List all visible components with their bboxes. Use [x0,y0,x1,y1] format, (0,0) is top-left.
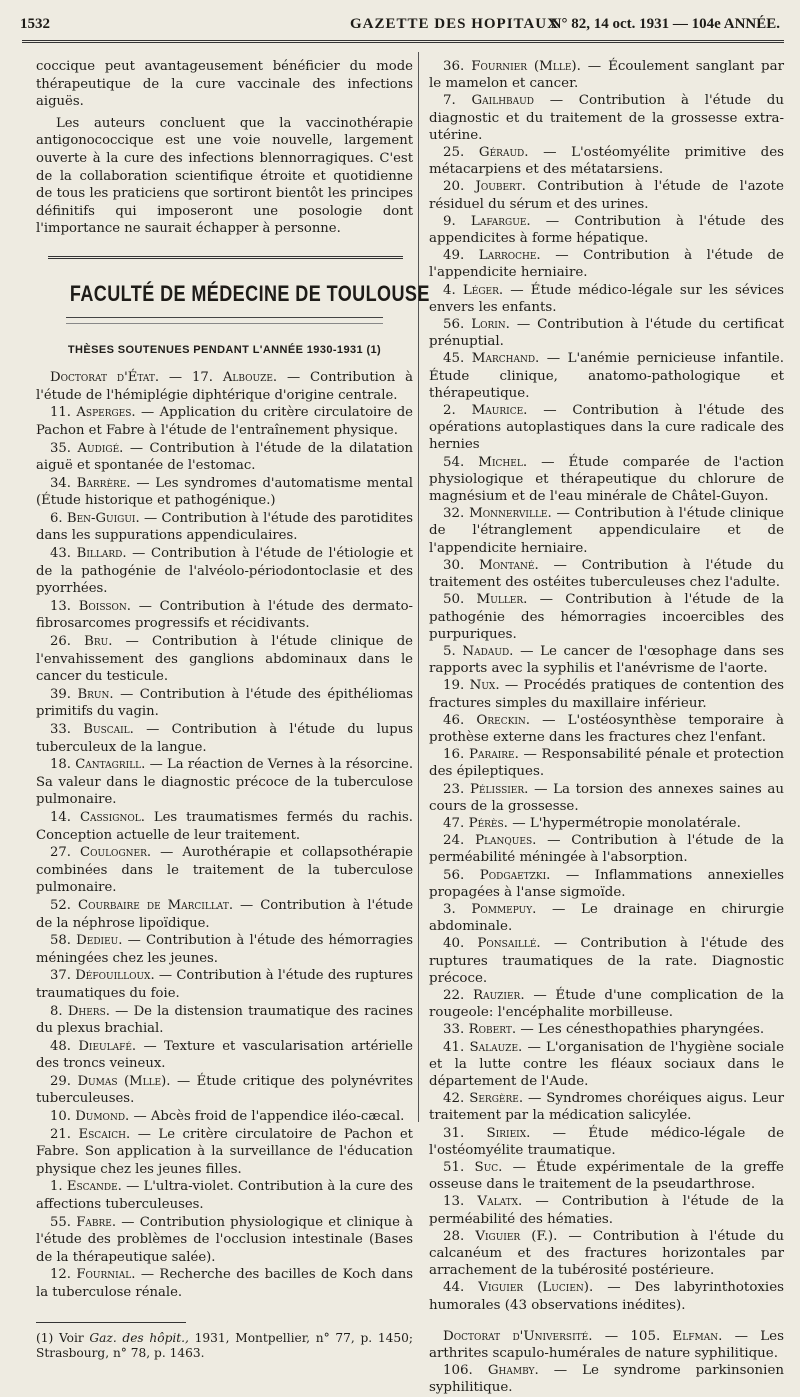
entry-text: — Contribution à l'étude du traitement des ostéites tuberculeuses chez l'adulte. [429,557,784,591]
entry-author: Barrère. [76,475,131,491]
list-item [36,1266,413,1301]
entry-number: 30. [443,557,465,573]
entry-number: 7. [443,93,456,109]
section-rule [48,256,403,259]
entry-number: 43. [50,546,71,562]
entry-number: 29. [50,1073,71,1089]
entry-number: 10. [50,1109,71,1125]
entry-author: Dumond. [75,1109,130,1125]
entry-text: — Syndromes choréiques aigus. Leur traitement par la médication salicylée. [429,1091,784,1124]
thesis-list-right [429,58,784,1314]
list-item [36,1003,413,1038]
section-subtitle: THÈSES SOUTENUES PENDANT L'ANNÉE 1930-1931 (1) [67,343,382,356]
entry-number: 52. [50,897,71,913]
entry-number: 32. [443,506,465,522]
entry-author: Ghamby. [487,1363,539,1379]
list-item [429,1021,784,1038]
entry-text: — Les cénesthopathies pharyngées. [520,1022,765,1038]
entry-number: 5. [443,643,456,659]
entry-text: — La torsion des annexes saines au cours de la grossesse. [429,781,784,814]
list-item [429,505,784,557]
entry-number: 1. [50,1179,63,1195]
entry-number: 40. [443,936,465,952]
entry-text: — L'ostéosynthèse temporaire à prothèse externe dans les fractures chez l'enfant. [429,712,785,745]
entry-number: 2. [443,403,456,419]
entry-text: — Contribution à l'étude des ruptures traumatiques du foie. [36,968,413,1001]
entry-number: 17. [191,370,213,386]
list-item [429,557,784,591]
list-item [429,282,784,316]
entry-author: Buscail. [83,722,134,737]
entry-number: 58. [50,933,71,949]
entry-text: — Contribution à l'étude du calcanéum et des fractures horizontales par arrachement de la tubérosité postérieure. [429,1228,784,1279]
entry-author: Pérès. [468,815,508,831]
entry-number: 9. [443,213,456,229]
list-item [36,721,413,756]
entry-text: — Contribution à l'étude de la dilatation aiguë et spontanée de l'estomac. [36,440,414,474]
entry-text: — Responsabilité pénale et protection des épileptiques. [429,747,784,780]
list-item [36,440,413,475]
entry-author: Viguier (F.). [475,1228,558,1244]
list-item [429,454,784,506]
entry-text: — Contribution à l'étude de la pathogénie des hémorragies incoercibles des purpuriques. [429,592,784,642]
doctorat-universite [429,1328,784,1362]
entry-author: Brun. [77,686,114,702]
list-item [36,756,413,809]
entry-number: 106. [443,1363,473,1379]
entry-number: 44. [443,1280,465,1296]
entry-author: Coulogner. [80,845,152,861]
entry-author: Nux. [469,678,500,694]
list-item [429,58,784,92]
entry-text: — Contribution à l'étude de la perméabilité des hématies. [429,1194,785,1227]
entry-author: Courbaire de Marcillat. [78,897,234,913]
entry-text: — Abcès froid de l'appendice iléo-cæcal. [133,1109,405,1125]
list-item [429,935,784,987]
list-item [36,1073,413,1108]
footnote-ref: Gaz. des hôpit., [89,1330,189,1345]
entry-number: 48. [50,1038,71,1054]
section-rule [66,323,383,324]
doctorat-label: Doctorat d'État. [50,370,160,386]
list-item [36,1178,413,1213]
list-item [429,901,784,935]
entry-text: — L'ostéomyélite primitive des métacarpiens et des métatarsiens. [429,145,784,178]
footnote [36,1331,413,1361]
list-item [36,1108,413,1126]
entry-text: — Écoulement sanglant par le mamelon et cancer. [429,59,784,92]
entry-number: 39. [50,686,71,702]
entry-author: Pommepuy. [471,901,537,917]
entry-author: Fournial. [76,1267,136,1283]
entry-text: — Étude d'une complication de la rougeole: l'encéphalite morbilleuse. [429,987,784,1021]
entry-author: Nadaud. [462,643,514,659]
list-item [429,1039,784,1091]
entry-author: Suc. [474,1160,503,1175]
entry-text: — Contribution à l'étude des parotidites dans les suppurations appendiculaires. [36,510,413,544]
column-divider [418,52,419,1122]
list-item [36,404,413,439]
list-item [429,1125,784,1159]
entry-text: — Contribution à l'étude du certificat prénuptial. [429,317,784,350]
entry-number: 19. [443,678,465,694]
entry-text: — Étude expérimentale de la greffe osseuse dans le traitement de la pseudarthrose. [429,1160,784,1193]
entry-text: — L'organisation de l'hygiène sociale et la lutte contre les fléaux sociaux dans le département de l'Aude. [429,1039,784,1089]
entry-author: Maurice. [471,403,528,419]
entry-author: Asperges. [76,405,136,421]
entry-text: — Contribution à l'étude de la néphrose lipoïdique. [36,897,414,931]
entry-author: Salauze. [469,1039,523,1055]
list-item [429,1159,784,1193]
entry-number: 23. [443,781,465,797]
entry-author: Paraire. [468,747,519,763]
entry-text: — Étude médico-légale sur les sévices envers les enfants. [429,282,784,315]
list-item [429,643,784,677]
list-item [429,987,784,1021]
entry-number: 33. [50,722,71,737]
entry-number: 56. [443,317,465,333]
list-item [429,316,784,350]
entry-text: — L'anémie pernicieuse infantile. Étude clinique, anatomo-pathologique et thérapeutique. [429,351,784,401]
list-item [429,677,784,711]
entry-number: 56. [443,867,465,883]
list-item [429,1279,784,1313]
entry-author: Pélissier. [469,781,529,797]
entry-number: 46. [443,712,465,728]
entry-author: Cantagrill. [75,757,146,773]
entry-author: Sergère. [469,1091,524,1107]
entry-author: Oreckin. [476,712,531,728]
section-title: FACULTÉ DE MÉDECINE DE TOULOUSE [69,280,430,306]
list-item [429,832,784,866]
entry-author: Larroche. [478,248,541,264]
entry-author: Dumas (Mlle). [77,1073,171,1089]
entry-text: — Texture et vascularisation artérielle des troncs veineux. [36,1038,413,1072]
entry-text: — L'hypermétropie monolatérale. [512,815,741,831]
entry-author: Défouilloux. [75,968,155,984]
entry-number: 31. [443,1125,465,1141]
entry-text: — Contribution à l'étude clinique de l'envahissement des ganglions abdominaux dans le cancer du testicule. [36,634,413,685]
list-item [429,1193,784,1227]
entry-number: 37. [50,968,71,984]
entry-author: Robert. [468,1022,517,1038]
list-item [429,144,784,178]
entry-number: 45. [443,351,465,367]
entry-author: Sirieix. [486,1125,531,1141]
entry-author: Lorin. [471,317,510,333]
entry-number: 14. [50,809,71,825]
intro-paragraph: coccique peut avantageusement bénéficier du mode thérapeutique de la cure vaccinale des infections aiguës. [36,59,413,110]
entry-number: 24. [443,833,465,849]
list-item [36,844,413,897]
issue-info: N° 82, 14 oct. 1931 — 104e ANNÉE. [550,16,780,32]
list-item [429,746,784,780]
entry-text: — Contribution à l'étude clinique de l'étranglement appendiculaire et de l'appendicite herniaire. [429,506,784,556]
list-item [429,350,784,402]
list-item [429,178,784,212]
footnote-text: 1931, Montpellier, n° 77, p. 1450; Strasbourg, n° 78, p. 1463. [36,1330,413,1360]
list-item [36,1214,413,1267]
entry-author: Fabre. [76,1214,117,1230]
entry-number: 20. [443,179,465,195]
entry-text: — La réaction de Vernes à la résorcine. Sa valeur dans le diagnostic précoce de la tuberculose pulmonaire. [36,757,414,808]
entry-text: — Aurothérapie et collapsothérapie combinées dans le traitement de la tuberculose pulmonaire. [36,845,413,896]
entry-text: — Contribution à l'étude des dermato-fibrosarcomes progressifs et récidivants. [36,598,413,632]
entry-number: 13. [443,1194,465,1210]
list-item [36,809,413,844]
entry-number: 36. [443,59,465,74]
entry-author: Géraud. [478,145,529,161]
entry-number: 11. [50,405,71,421]
entry-author: Valatx. [477,1194,523,1210]
entry-number: 27. [50,845,71,861]
list-item [429,591,784,643]
entry-author: Podgaetzki. [479,867,551,883]
entry-author: Lafargue. [470,213,531,229]
entry-text: — Application du critère circulatoire de Pachon et Fabre à l'étude de l'entraînement physique. [36,405,413,438]
entry-number: 25. [443,145,465,161]
entry-author: Viguier (Lucien). [478,1280,594,1296]
entry-text: — Étude comparée de l'action physiologique et thérapeutique du chlorure de magnésium et de l'eau minérale de Châtel-Guyon. [429,454,784,505]
list-item [429,247,784,281]
entry-text: — Contribution physiologique et clinique à l'étude des problèmes de l'occlusion intestinale (Bases de la thérapeutique salée). [36,1214,414,1265]
entry-number: 50. [443,592,465,608]
footnote-rule [36,1322,186,1323]
entry-author: Albouze. [222,370,278,386]
list-item [36,686,413,721]
list-item [429,213,784,247]
entry-text: — Étude médico-légale de l'ostéomyélite traumatique. [429,1125,784,1158]
list-item: Doctorat d'État. — 17. Albouze. — Contribution à l'étude de l'hémiplégie diphtérique d'origine centrale. [36,370,413,403]
entry-number: 49. [443,248,465,264]
entry-text: — L'ultra-violet. Contribution à la cure des affections tuberculeuses. [36,1179,413,1213]
entry-number: 54. [443,454,465,470]
entry-text: — Contribution à l'étude de l'étiologie et de la pathogénie de l'alvéolo-périodontoclasie et des pyorrhées. [36,546,413,597]
entry-text: — Le drainage en chirurgie abdominale. [429,901,784,935]
entry-number: 35. [50,440,71,456]
entry-number: 3. [443,901,456,917]
entry-number: 8. [50,1003,63,1019]
list-item [36,598,413,633]
entry-number: 41. [443,1039,465,1055]
entry-author: Fournier (Mlle). [471,59,581,74]
entry-text: — Des labyrinthotoxies humorales (43 observations inédites). [429,1280,785,1313]
entry-text: — Le cancer de l'œsophage dans ses rapports avec la syphilis et l'anévrisme de l'aorte. [429,643,784,677]
entry-text: — Contribution à l'étude des opérations autoplastiques dans la cure radicale des hernies [429,403,784,453]
list-item [36,633,413,686]
list-item [36,475,413,510]
entry-number: 55. [50,1214,71,1230]
entry-author: Marchand. [471,351,540,367]
list-item [36,1038,413,1073]
entry-author: Bru. [84,634,113,650]
entry-author: Dedieu. [76,933,123,949]
list-item [36,897,413,932]
list-item [429,1228,784,1280]
doctorat-label: Doctorat d'Université. [443,1328,593,1344]
list-item [429,867,784,901]
list-item [36,967,413,1002]
entry-number: 22. [443,987,465,1003]
entry-text: — Les syndromes d'automatisme mental (Étude historique et pathogénique.) [36,475,413,509]
entry-number: 12. [50,1267,71,1283]
entry-number: 47. [443,815,465,831]
list-item [429,815,784,832]
entry-text: — Le critère circulatoire de Pachon et Fabre. Son application à la surveillance de l'éducation physique chez les jeunes filles. [36,1126,413,1177]
list-item [36,545,413,598]
entry-text: — Contribution à l'étude de la perméabilité méningée à l'absorption. [429,833,784,866]
entry-author: Elfman. [672,1328,723,1344]
footnote-num: (1) Voir [36,1330,84,1345]
entry-text: — Le syndrome parkinsonien syphilitique. [429,1363,785,1396]
entry-author: Escaich. [78,1126,131,1142]
entry-number: 13. [50,598,71,614]
page-header [20,14,786,36]
list-item [429,1090,784,1124]
entry-author: Boisson. [78,598,131,614]
journal-title: GAZETTE DES HOPITAUX [350,16,559,32]
entry-text: — Contribution à l'étude de l'hémiplégie diphtérique d'origine centrale. [36,370,413,403]
entry-author: Monnerville. [469,506,552,522]
entry-author: Planques. [475,833,537,849]
entry-text: — Les arthrites scapulo-humérales de nature syphilitique. [429,1328,784,1362]
thesis-list-left [36,369,413,1301]
list-item [429,92,784,144]
entry-number: 16. [443,747,465,763]
entry-author: Ben-Guigui. [66,510,140,526]
left-column [36,58,430,1361]
entry-author: Dhers. [67,1003,110,1019]
list-item [429,1362,784,1396]
entry-number: 4. [443,282,456,298]
intro-paragraph: Les auteurs concluent que la vaccinothérapie antigonococcique est une voie nouvelle, largement ouverte à la cure des infections blennorragiques. C'est de la collaboration scientifique étroite et quotidienne de tous les praticiens que sortiront bientôt les principes définitifs qui imposeront une posologie dont l'importance ne saurait échapper à personne. [36,115,413,237]
list-item [429,712,784,746]
entry-text: — Contribution à l'étude de l'appendicite herniaire. [429,248,784,281]
right-column [429,58,784,1397]
list-item [36,1126,413,1179]
entry-text: — Contribution à l'étude des épithéliomas primitifs du vagin. [36,686,413,720]
entry-text: — Contribution à l'étude du diagnostic et du traitement de la grossesse extra-utérine. [429,93,784,143]
entry-author: Joubert. [475,179,526,195]
entry-author: Gailhbaud [471,93,534,109]
entry-text: — Contribution à l'étude des ruptures traumatiques de la rate. Diagnostic précoce. [429,936,784,986]
entry-text: Contribution à l'étude de l'azote résiduel du sérum et des urines. [429,179,784,212]
section-rule [66,317,383,318]
entry-text: — Contribution à l'étude des appendicites à forme hépatique. [429,213,784,247]
entry-author: Michel. [478,454,528,470]
entry-number: 26. [50,634,71,650]
list-item [36,932,413,967]
list-item [36,510,413,545]
entry-author: Escande. [66,1179,122,1195]
entry-author: Audigé. [77,440,124,456]
entry-author: Ponsaillé. [477,936,541,952]
entry-author: Billard. [76,546,127,562]
list-item [429,402,784,454]
entry-number: 18. [50,757,71,773]
list-item [429,781,784,815]
entry-number: 42. [443,1091,465,1107]
entry-text: Les traumatismes fermés du rachis. Conception actuelle de leur traitement. [36,809,413,843]
header-rule [22,40,784,43]
entry-author: Montané. [479,557,539,573]
entry-text: — De la distension traumatique des racines du plexus brachial. [36,1003,413,1037]
entry-text: — Contribution à l'étude du lupus tuberculeux de la langue. [36,722,413,755]
entry-text: — Étude critique des polynévrites tuberculeuses. [36,1073,413,1107]
entry-text: — Inflammations annexielles propagées à l'anse sigmoïde. [429,867,784,900]
entry-number: 33. [443,1022,465,1038]
entry-number: 21. [50,1126,71,1142]
page-number: 1532 [20,16,50,32]
entry-author: Muller. [476,592,528,608]
entry-number: 51. [443,1160,465,1175]
entry-author: Dieulafé. [78,1038,137,1054]
entry-number: 34. [50,475,71,491]
entry-author: Léger. [462,282,504,298]
entry-number: 28. [443,1228,465,1244]
entry-number: — 105. [604,1328,661,1344]
entry-text: — Procédés pratiques de contention des fractures simples du maxillaire inférieur. [429,678,784,711]
entry-text: — Contribution à l'étude des hémorragies méningées chez les jeunes. [36,933,413,966]
entry-number: 6. [50,510,63,526]
entry-text: — Recherche des bacilles de Koch dans la tuberculose rénale. [36,1267,413,1300]
entry-author: Rauzier. [473,987,525,1003]
entry-author: Cassignol. [79,809,145,825]
